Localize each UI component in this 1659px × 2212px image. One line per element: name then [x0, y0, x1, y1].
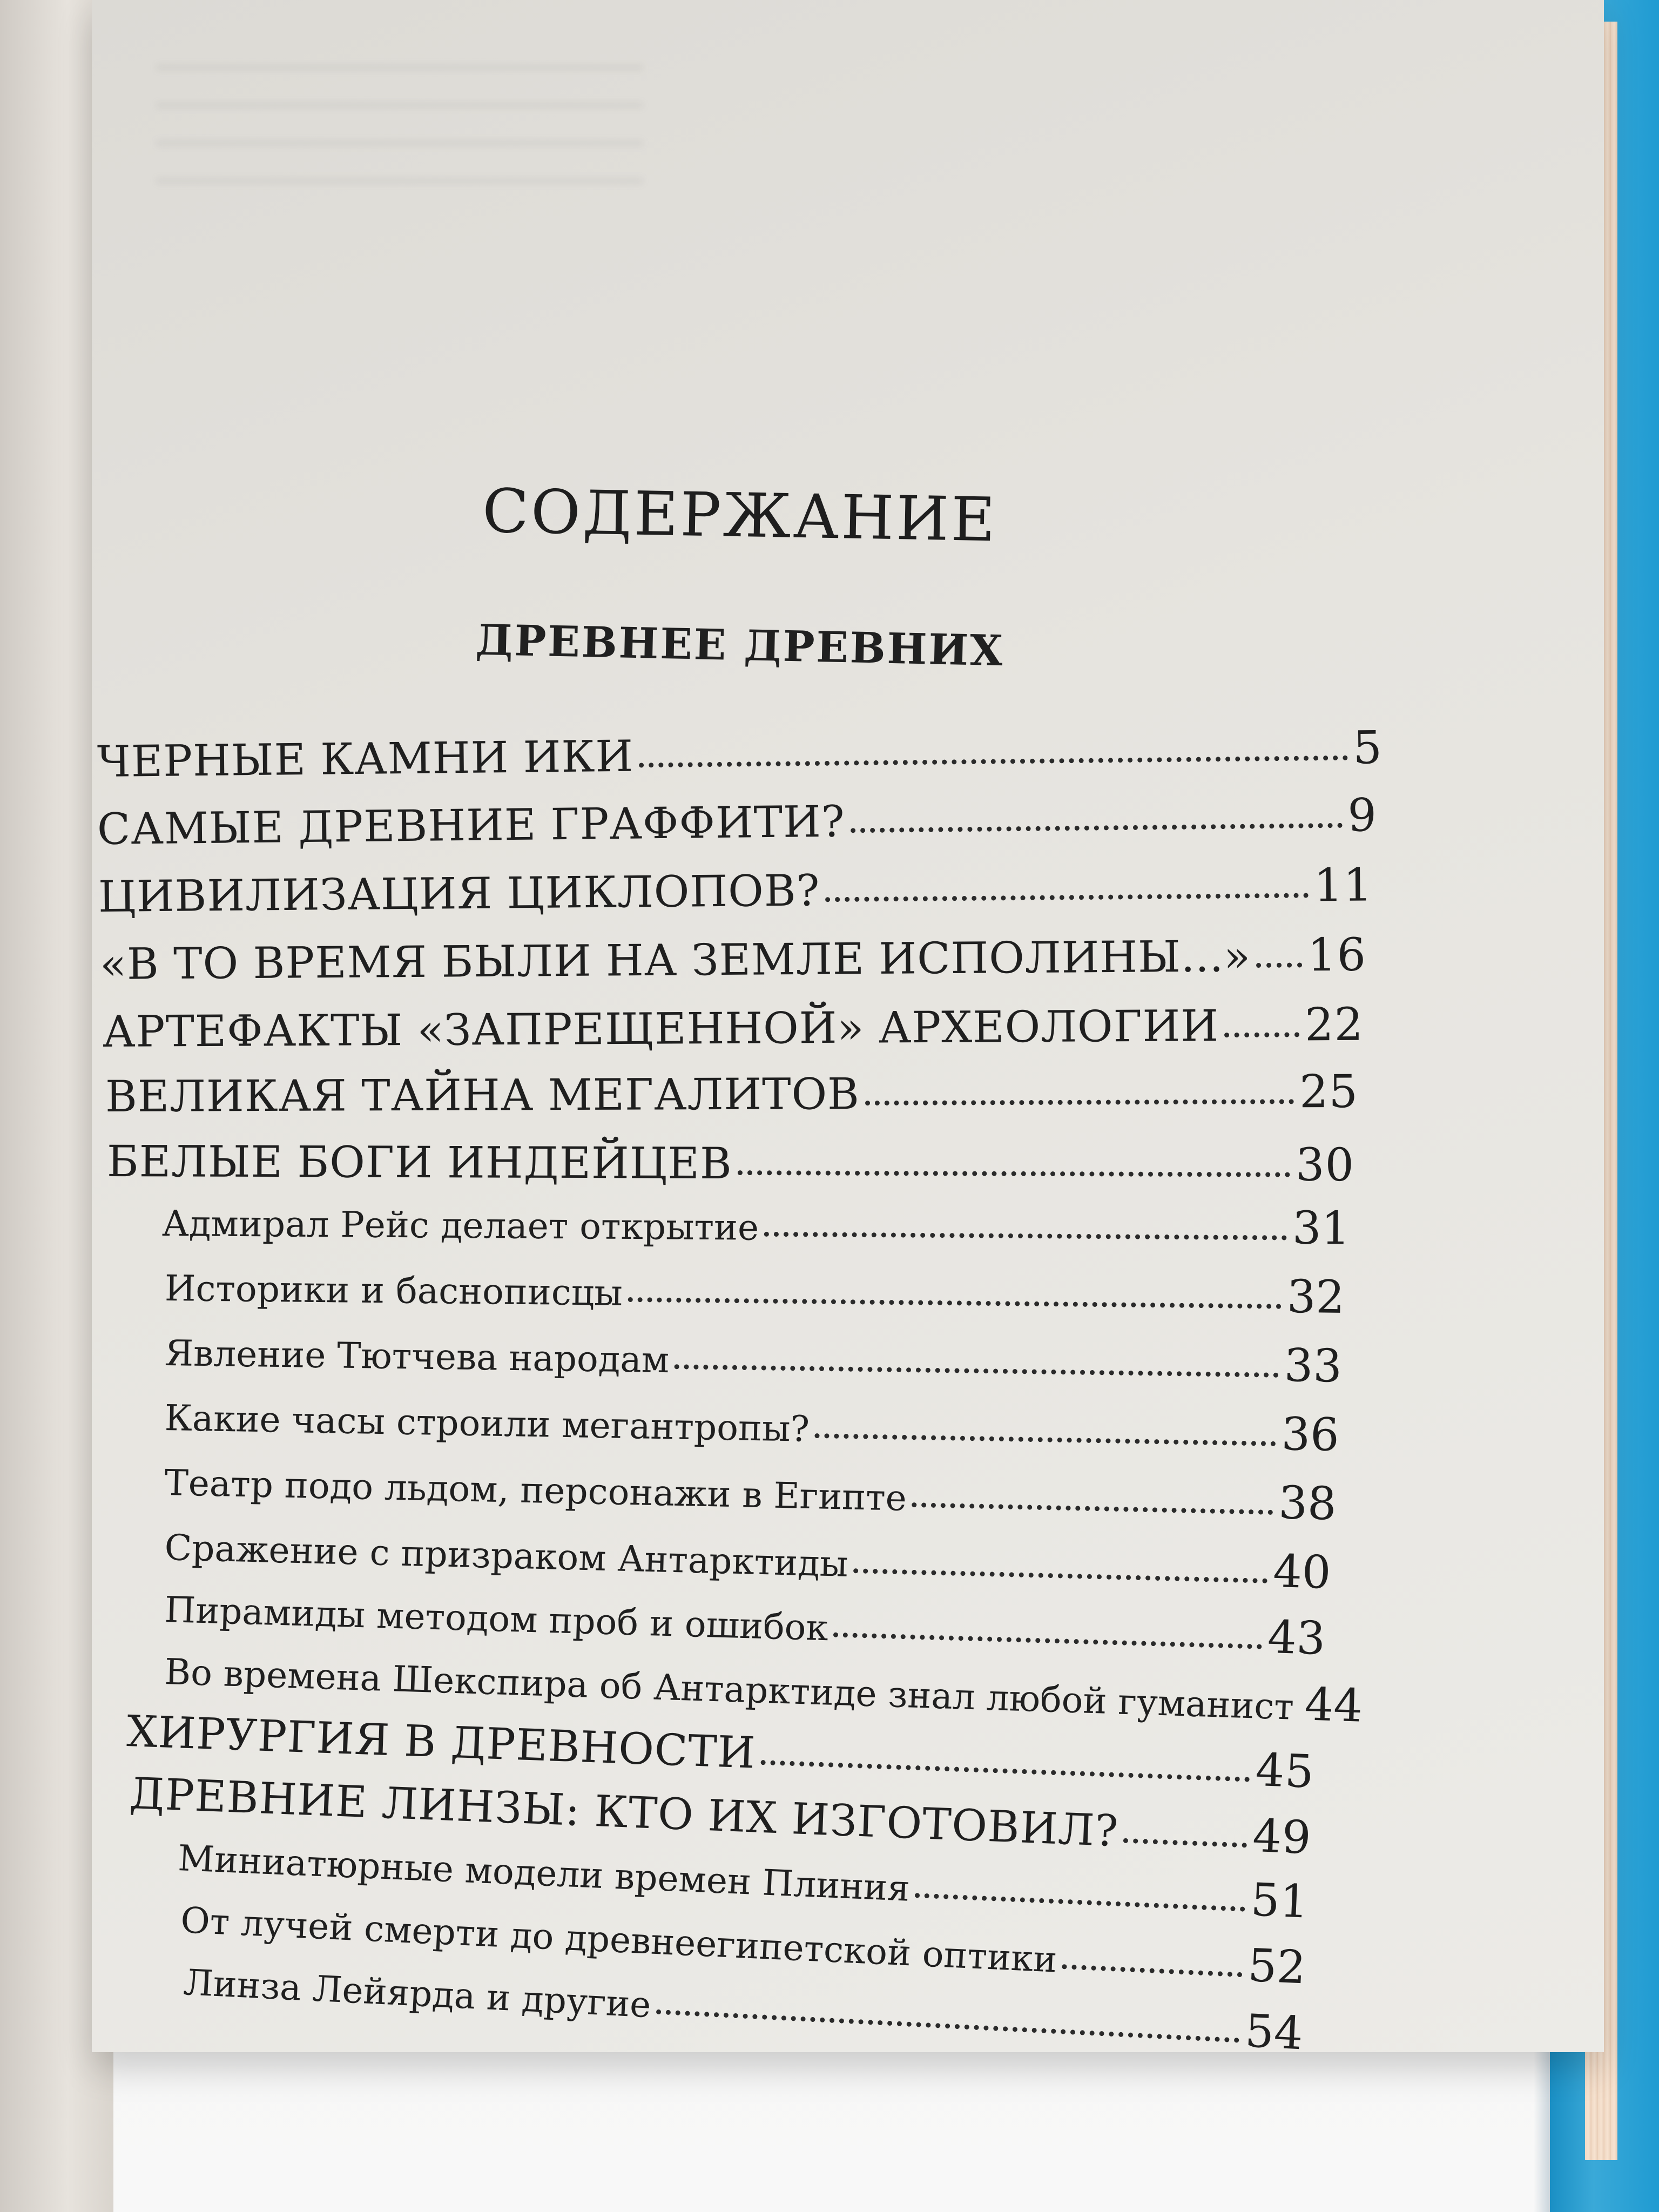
- dot-leader: [1123, 1838, 1247, 1848]
- toc-subentry: [164, 1453, 1337, 1530]
- dot-leader: [851, 823, 1343, 833]
- toc-entry: [103, 998, 1364, 1057]
- section-title: ДРЕВНЕЕ ДРЕВНИХ: [475, 615, 1005, 676]
- dot-leader: [815, 1433, 1276, 1446]
- toc-entry-page: 32: [1286, 1270, 1345, 1324]
- toc-entry-title: ДРЕВНИЕ ЛИНЗЫ: КТО ИХ ИЗГОТОВИЛ?: [129, 1768, 1120, 1857]
- toc-entry-page: 31: [1292, 1201, 1351, 1255]
- toc-entry-page: 11: [1313, 858, 1373, 912]
- dot-leader: [764, 1232, 1287, 1240]
- toc-entry: [107, 1134, 1354, 1191]
- toc-entry-page: 54: [1244, 2004, 1304, 2060]
- toc-entry: [97, 788, 1377, 855]
- toc-entry-page: 22: [1304, 997, 1364, 1051]
- toc-entry-title: Миниатюрные модели времен Плиния: [177, 1837, 911, 1910]
- toc-entry-title: ХИРУРГИЯ В ДРЕВНОСТИ: [126, 1706, 757, 1778]
- toc-entry-title: Адмирал Рейс делает открытие: [161, 1203, 759, 1249]
- toc-entry-page: 44: [1304, 1677, 1364, 1732]
- dot-leader: [639, 756, 1347, 768]
- dot-leader: [1256, 962, 1302, 968]
- bleed-through-text: [157, 65, 643, 184]
- toc-entry-page: 30: [1295, 1138, 1355, 1192]
- toc-entry: [105, 1065, 1358, 1122]
- dot-leader: [675, 1364, 1279, 1378]
- toc-entry-page: 45: [1255, 1743, 1316, 1798]
- dot-leader: [1224, 1032, 1299, 1037]
- toc-entry-page: 9: [1347, 788, 1378, 842]
- toc-entry-title: ВЕЛИКАЯ ТАЙНА МЕГАЛИТОВ: [105, 1069, 860, 1122]
- dot-leader: [853, 1568, 1267, 1583]
- toc-entry-title: Явление Тютчева народам: [164, 1332, 670, 1381]
- toc-entry-title: Линза Лейярда и другие: [182, 1961, 652, 2026]
- toc-entry-title: Театр подо льдом, персонажи в Египте: [164, 1462, 907, 1519]
- dot-leader: [656, 2009, 1240, 2043]
- toc-entry-page: 25: [1299, 1064, 1359, 1118]
- contents-page: [92, 0, 1604, 2060]
- dot-leader: [738, 1170, 1290, 1177]
- toc-entry-title: От лучей смерти до древнеегипетской оптики: [179, 1899, 1058, 1981]
- toc-subentry: [164, 1323, 1342, 1392]
- toc-entry-page: 40: [1272, 1545, 1332, 1599]
- toc-entry-page: 38: [1278, 1476, 1337, 1530]
- toc-entry-title: Сражение с призраком Антарктиды: [164, 1527, 849, 1585]
- dot-leader: [760, 1760, 1250, 1782]
- dot-leader: [912, 1502, 1273, 1515]
- toc-subentry: [164, 1258, 1345, 1324]
- toc-entry-title: ЦИВИЛИЗАЦИЯ ЦИКЛОПОВ?: [98, 865, 820, 922]
- dot-leader: [826, 893, 1309, 902]
- toc-entry-title: БЕЛЫЕ БОГИ ИНДЕЙЦЕВ: [106, 1136, 732, 1189]
- page-title: СОДЕРЖАНИЕ: [482, 476, 998, 556]
- toc-entry-page: 51: [1250, 1873, 1310, 1928]
- toc-entry-title: АРТЕФАКТЫ «ЗАПРЕЩЕННОЙ» АРХЕОЛОГИИ: [102, 1001, 1219, 1057]
- toc-entry-page: 36: [1280, 1407, 1340, 1461]
- toc-entry-page: 33: [1284, 1338, 1343, 1393]
- toc-entry-page: 49: [1251, 1809, 1313, 1865]
- toc-entry-page: 52: [1246, 1938, 1307, 1994]
- toc-subentry: [164, 1388, 1339, 1461]
- toc-entry: [97, 721, 1382, 787]
- dot-leader: [628, 1297, 1282, 1309]
- toc-entry-title: «В ТО ВРЕМЯ БЫЛИ НА ЗЕМЛЕ ИСПОЛИНЫ...»: [99, 931, 1251, 989]
- toc-entry-page: 43: [1266, 1610, 1326, 1665]
- toc-entry-title: Какие часы строили мегантропы?: [164, 1397, 810, 1450]
- toc-subentry: [162, 1193, 1351, 1255]
- toc-entry-title: Пирамиды методом проб и ошибок: [164, 1589, 829, 1649]
- toc-entry-page: 5: [1352, 721, 1383, 774]
- toc-entry-title: Во времена Шекспира об Антарктиде знал любой гуманист: [164, 1651, 1295, 1728]
- toc-entry-page: 16: [1307, 928, 1367, 982]
- toc-entry: [98, 858, 1373, 922]
- dot-leader: [915, 1893, 1245, 1912]
- toc-entry-title: САМЫЕ ДРЕВНИЕ ГРАФФИТИ?: [97, 796, 846, 854]
- toc-entry-title: Историки и баснописцы: [164, 1267, 623, 1314]
- dot-leader: [833, 1633, 1262, 1649]
- toc-entry-title: ЧЕРНЫЕ КАМНИ ИКИ: [97, 731, 634, 787]
- toc-entry: [100, 928, 1367, 990]
- dot-leader: [865, 1099, 1294, 1105]
- dot-leader: [1062, 1964, 1242, 1977]
